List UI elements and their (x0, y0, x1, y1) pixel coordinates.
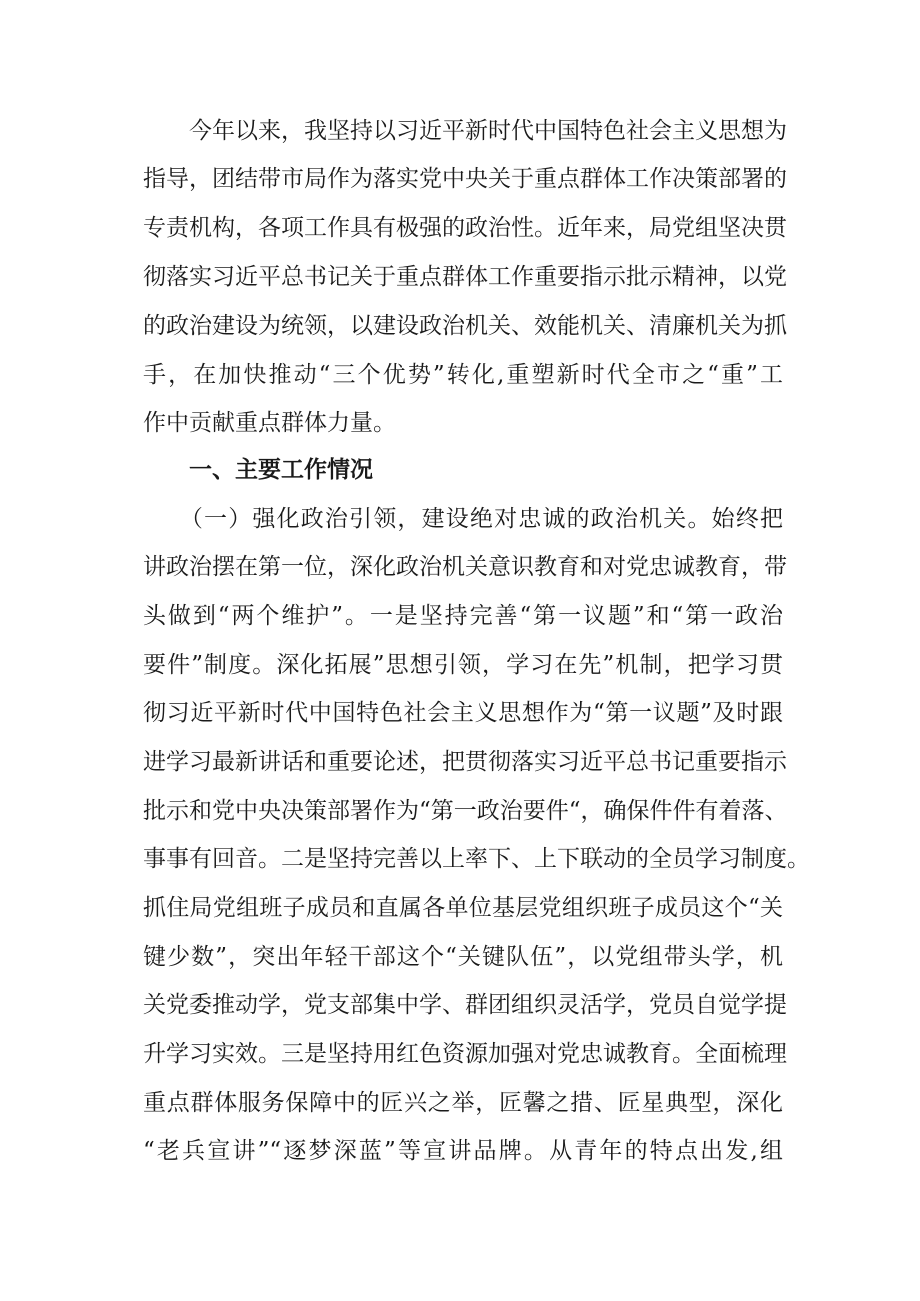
text-line: 抓住局党组班子成员和直属各单位基层党组织班子成员这个“关 (143, 895, 783, 921)
text-line: 作中贡献重点群体力量。 (143, 410, 396, 436)
text-line: 专责机构，各项工作具有极强的政治性。近年来，局党组坚决贯 (143, 215, 787, 241)
text-line: 手，在加快推动“三个优势”转化,重塑新时代全市之“重”工 (143, 362, 783, 388)
text-line: 升学习实效。三是坚持用红色资源加强对党忠诚教育。全面梳理 (143, 1041, 787, 1067)
text-line: 关党委推动学，党支部集中学、群团组织灵活学，党员自觉学提 (143, 992, 787, 1018)
text-line: 彻落实习近平总书记关于重点群体工作重要指示批示精神，以党 (143, 264, 787, 290)
section-heading: 一、主要工作情况 (143, 456, 373, 483)
text-line: （一）强化政治引领，建设绝对忠诚的政治机关。始终把 (143, 506, 783, 532)
text-line: 指导，团结带市局作为落实党中央关于重点群体工作决策部署的 (143, 166, 787, 192)
text-line: 讲政治摆在第一位，深化政治机关意识教育和对党忠诚教育，带 (143, 554, 787, 580)
text-line: 头做到“两个维护”。一是坚持完善“第一议题”和“第一政治 (143, 603, 783, 629)
text-line: 重点群体服务保障中的匠兴之举，匠馨之措、匠星典型，深化 (143, 1090, 783, 1116)
text-line: 键少数”，突出年轻干部这个“关键队伍”，以党组带头学，机 (143, 944, 783, 970)
text-line: 彻习近平新时代中国特色社会主义思想作为“第一议题”及时跟 (143, 700, 783, 726)
text-line: “老兵宣讲”“逐梦深蓝”等宣讲品牌。从青年的特点出发,组 (143, 1138, 783, 1164)
text-line: 进学习最新讲话和重要论述，把贯彻落实习近平总书记重要指示 (143, 749, 787, 775)
text-line: 的政治建设为统领，以建设政治机关、效能机关、清廉机关为抓 (143, 313, 787, 339)
text-line: 今年以来，我坚持以习近平新时代中国特色社会主义思想为 (143, 118, 787, 144)
text-line: 事事有回音。二是坚持完善以上率下、上下联动的全员学习制度。 (143, 846, 810, 872)
text-line: 批示和党中央决策部署作为“第一政治要件“，确保件件有着落、 (143, 798, 788, 824)
text-line: 要件”制度。深化拓展”思想引领，学习在先”机制，把学习贯 (143, 652, 783, 678)
